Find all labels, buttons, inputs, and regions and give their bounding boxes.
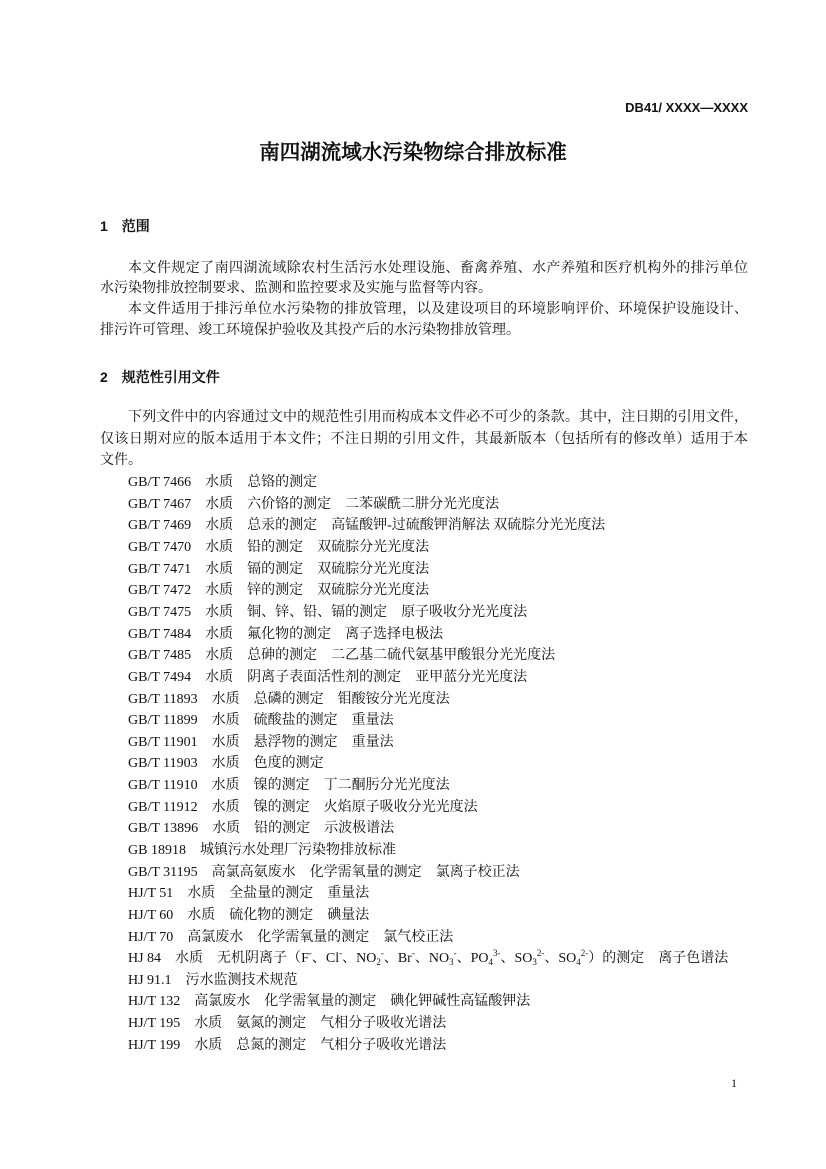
reference-item: HJ/T 70 高氯废水 化学需氧量的测定 氯气校正法	[128, 929, 454, 945]
ion-formula	[301, 948, 312, 967]
reference-item: HJ/T 195 水质 氨氮的测定 气相分子吸收光谱法	[128, 1016, 447, 1032]
ion-formula	[514, 948, 545, 968]
paragraph-line: 本文件规定了南四湖流域除农村生活污水处理设施、畜禽养殖、水产养殖和医疗机构外的排污单位	[128, 260, 748, 276]
section-title: 范围	[121, 218, 150, 234]
reference-item: GB/T 7467 水质 六价铬的测定 二苯碳酰二肼分光光度法	[128, 496, 500, 512]
document-code: DB41/ XXXX—XXXX	[625, 100, 748, 115]
ion-symbol: Br	[397, 951, 412, 967]
reference-item: GB/T 13896 水质 铅的测定 示波极谱法	[128, 821, 395, 837]
reference-item: GB/T 7494 水质 阴离子表面活性剂的测定 亚甲蓝分光光度法	[128, 669, 528, 685]
paragraph-line: 水污染物排放控制要求、监测和监控要求及实施与监督等内容。	[100, 281, 492, 297]
ion-charge: -	[380, 948, 384, 959]
list-separator: 、	[456, 951, 471, 967]
reference-item: HJ 91.1 污水监测技术规范	[128, 972, 298, 988]
ion-formula	[356, 948, 384, 968]
paragraph	[100, 407, 748, 472]
reference-item: GB/T 7472 水质 锌的测定 双硫腙分光光度法	[128, 583, 430, 599]
document-title: 南四湖流域水污染物综合排放标准	[259, 141, 567, 164]
section-heading-normative-references	[100, 367, 220, 387]
ion-charge: 2-	[580, 948, 589, 959]
ion-formula	[428, 948, 457, 968]
ion-formula	[470, 948, 501, 968]
reference-item-hj84	[100, 948, 748, 970]
section-number: 2	[100, 369, 108, 385]
ion-formula	[397, 948, 415, 967]
ion-symbol: SO	[558, 951, 577, 967]
paragraph-line: 文件。	[100, 453, 142, 469]
list-separator: 、	[383, 951, 398, 967]
reference-list	[100, 472, 748, 1056]
ion-subscript: 2	[376, 957, 381, 968]
ion-charge: 2-	[536, 948, 545, 959]
list-separator: 、	[342, 951, 357, 967]
reference-item: GB/T 11893 水质 总磷的测定 钼酸铵分光光度法	[128, 691, 450, 707]
ion-charge: -	[453, 948, 457, 959]
reference-item: GB/T 11903 水质 色度的测定	[128, 756, 324, 772]
ion-symbol: F	[301, 951, 309, 967]
reference-item: GB/T 7484 水质 氟化物的测定 离子选择电极法	[128, 626, 444, 642]
ion-symbol: NO	[356, 951, 377, 967]
reference-item: HJ/T 199 水质 总氮的测定 气相分子吸收光谱法	[128, 1037, 447, 1053]
reference-item: GB/T 7485 水质 总砷的测定 二乙基二硫代氨基甲酸银分光光度法	[128, 648, 556, 664]
section-title: 规范性引用文件	[121, 369, 220, 385]
ion-formula	[325, 948, 343, 967]
page-number: 1	[731, 1076, 737, 1090]
reference-item: GB/T 7475 水质 铜、锌、铅、镉的测定 原子吸收分光光度法	[128, 604, 528, 620]
ion-subscript: 4	[488, 957, 493, 968]
section-number: 1	[100, 218, 108, 234]
list-separator: 、	[414, 951, 429, 967]
reference-text: ）的测定 离子色谱法	[588, 951, 729, 967]
ion-charge: 3-	[492, 948, 501, 959]
reference-item: GB/T 11910 水质 镍的测定 丁二酮肟分光光度法	[128, 778, 450, 794]
list-separator: 、	[311, 951, 326, 967]
reference-item: GB/T 7469 水质 总汞的测定 高锰酸钾-过硫酸钾消解法 双硫腙分光光度法	[128, 518, 606, 534]
section-heading-scope	[100, 216, 150, 236]
paragraph	[100, 259, 748, 300]
list-separator: 、	[500, 951, 515, 967]
ion-charge: -	[339, 948, 343, 959]
paragraph-line: 本文件适用于排污单位水污染物的排放管理，以及建设项目的环境影响评价、环境保护设施设计、	[128, 301, 748, 317]
ion-symbol: SO	[514, 951, 533, 967]
section-1-body	[100, 259, 748, 342]
ion-subscript: 3	[532, 957, 537, 968]
ion-symbol: Cl	[325, 951, 340, 967]
ion-formula	[558, 948, 589, 968]
reference-item: GB/T 31195 高氯高氨废水 化学需氧量的测定 氯离子校正法	[128, 864, 520, 880]
paragraph-line: 仅该日期对应的版本适用于本文件；不注日期的引用文件，其最新版本（包括所有的修改单）适用于本	[100, 431, 748, 447]
reference-item: GB/T 7471 水质 镉的测定 双硫腙分光光度法	[128, 561, 430, 577]
reference-item: HJ/T 60 水质 硫化物的测定 碘量法	[128, 907, 370, 923]
reference-item: GB/T 7466 水质 总铬的测定	[128, 475, 318, 491]
ion-subscript: 4	[576, 957, 581, 968]
ion-subscript: 3	[449, 957, 454, 968]
reference-item: GB/T 11912 水质 镍的测定 火焰原子吸收分光光度法	[128, 799, 478, 815]
ion-charge: -	[308, 948, 312, 959]
ion-symbol: PO	[470, 951, 489, 967]
reference-item: GB/T 7470 水质 铅的测定 双硫腙分光光度法	[128, 540, 430, 556]
reference-item: GB 18918 城镇污水处理厂污染物排放标准	[128, 843, 396, 858]
reference-item: HJ/T 51 水质 全盐量的测定 重量法	[128, 886, 370, 902]
paragraph	[100, 300, 748, 341]
reference-text: HJ 84 水质 无机阴离子（	[128, 951, 302, 967]
reference-item: GB/T 11899 水质 硫酸盐的测定 重量法	[128, 713, 394, 729]
paragraph-line: 排污许可管理、竣工环境保护验收及其投产后的水污染物排放管理。	[100, 322, 520, 338]
list-separator: 、	[544, 951, 559, 967]
reference-item: HJ/T 132 高氯废水 化学需氧量的测定 碘化钾碱性高锰酸钾法	[128, 994, 531, 1010]
section-2-body	[100, 407, 748, 1056]
ion-charge: -	[411, 948, 415, 959]
reference-item: GB/T 11901 水质 悬浮物的测定 重量法	[128, 734, 394, 750]
paragraph-line: 下列文件中的内容通过文中的规范性引用而构成本文件必不可少的条款。其中，注日期的引用文件，	[128, 410, 748, 426]
ion-symbol: NO	[428, 951, 450, 967]
